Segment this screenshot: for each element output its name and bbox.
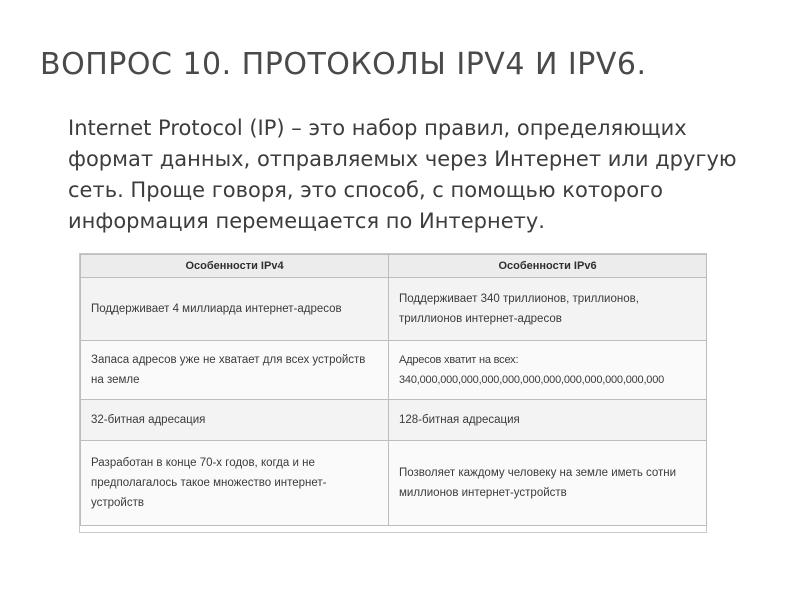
ipv6-cell — [389, 400, 707, 441]
table-row — [81, 400, 707, 441]
ipv4-text: Разработан в конце 70-х годов, когда и не предполагалось такое множество интернет- устройств — [91, 457, 327, 509]
slide-title: ВОПРОС 10. ПРОТОКОЛЫ IPV4 И IPV6. — [40, 47, 647, 82]
header-ipv4: Особенности IPv4 — [81, 255, 389, 278]
ipv6-text: 128-битная адресация — [399, 414, 520, 426]
comparison-table-image — [80, 254, 706, 532]
ipv4-cell — [81, 341, 389, 400]
ipv6-text: Поддерживает 340 триллионов, триллионов, триллионов интернет-адресов — [399, 293, 639, 325]
ipv6-text: Позволяет каждому человеку на земле иметь сотни миллионов интернет-устройств — [399, 467, 677, 499]
ipv4-text: 32-битная адресация — [91, 414, 206, 426]
ipv4-cell — [81, 278, 389, 341]
ipv6-text: Адресов хватит на всех: 340,000,000,000,000,000,000,000,000,000,000,000,000 — [399, 354, 665, 386]
table-row — [81, 341, 707, 400]
intro-paragraph: Internet Protocol (IP) – это набор правил, определяющих формат данных, отправляемых через Интернет или другую сеть. Проще говоря, это способ, с помощью которого информация перемещается по Интернету. — [68, 116, 737, 233]
ipv4-text: Запаса адресов уже не хватает для всех устройств на земле — [91, 354, 366, 386]
ipv4-cell — [81, 400, 389, 441]
ipv6-cell — [389, 278, 707, 341]
ipv4-cell — [81, 441, 389, 526]
comparison-table — [80, 254, 707, 526]
header-ipv6: Особенности IPv6 — [389, 255, 707, 278]
table-header-row — [81, 255, 707, 278]
ipv6-cell — [389, 341, 707, 400]
ipv4-text: Поддерживает 4 миллиарда интернет-адресов — [91, 303, 342, 315]
ipv6-cell — [389, 441, 707, 526]
table-row — [81, 278, 707, 341]
table-row — [81, 441, 707, 526]
